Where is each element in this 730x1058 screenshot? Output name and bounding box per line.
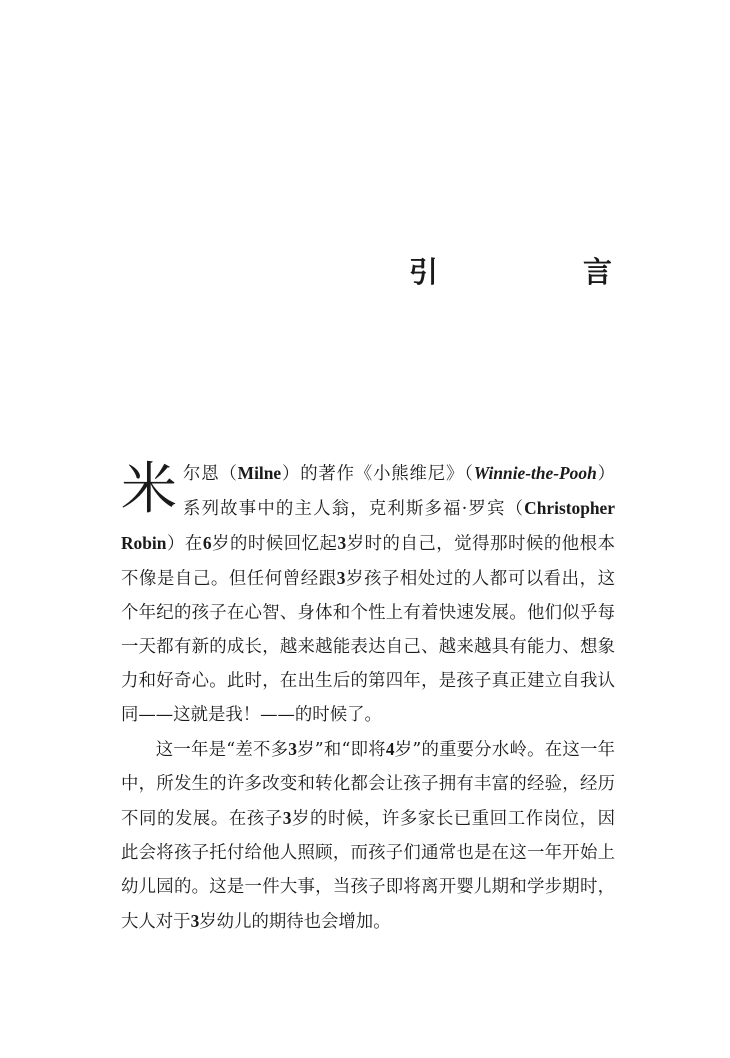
text-span: 岁的时候回忆起 (211, 534, 338, 554)
paragraph-1 (121, 456, 615, 732)
text-span: 岁时的自己，觉得那时候的他根本不像是自己。但任何曾经跟 (121, 534, 615, 589)
body-text (121, 456, 615, 939)
text-span: ）系列故事中的主人翁，克利斯多福·罗宾（ (183, 464, 615, 519)
text-span: 岁孩子相处过的人都可以看出，这个年纪的孩子在心智、身体和个性上有着快速发展。他们似乎每一天都有新的成长，越来越能表达自己、越来越具有能力、想象力和好奇心。此时，在出生后的第四年，是孩子真正建立自我认同——这就是我！——的时候了。 (121, 569, 615, 725)
book-title: Winnie-the-Pooh (473, 463, 597, 483)
number: 3 (336, 568, 346, 588)
text-span: 这一年是“差不多 (155, 740, 289, 760)
text-span: 岁幼儿的期待也会增加。 (199, 912, 391, 932)
text-span: 岁”的重要分水岭。在这一年中，所发生的许多改变和转化都会让孩子拥有丰富的经验，经历不同的发展。在孩子 (121, 740, 615, 829)
number: 3 (282, 808, 292, 828)
paragraph-2 (121, 732, 615, 939)
number: 3 (337, 533, 347, 553)
author-name: Milne (237, 463, 282, 483)
drop-cap: 米 (121, 457, 177, 522)
text-span: 岁”和“即将 (296, 740, 386, 760)
character-name: Christopher Robin (121, 498, 615, 553)
chapter-title: 引 言 (408, 255, 670, 289)
number: 4 (385, 739, 395, 759)
number: 3 (190, 911, 200, 931)
number: 6 (202, 533, 212, 553)
text-span: 岁的时候，许多家长已重回工作岗位，因此会将孩子托付给他人照顾，而孩子们通常也是在这一年开始上幼儿园的。这是一件大事，当孩子即将离开婴儿期和学步期时，大人对于 (121, 809, 615, 932)
text-span: ）在 (166, 534, 203, 554)
text-span: 尔恩（ (183, 464, 238, 484)
number: 3 (288, 739, 297, 759)
text-span: ）的著作《小熊维尼》（ (281, 464, 474, 484)
